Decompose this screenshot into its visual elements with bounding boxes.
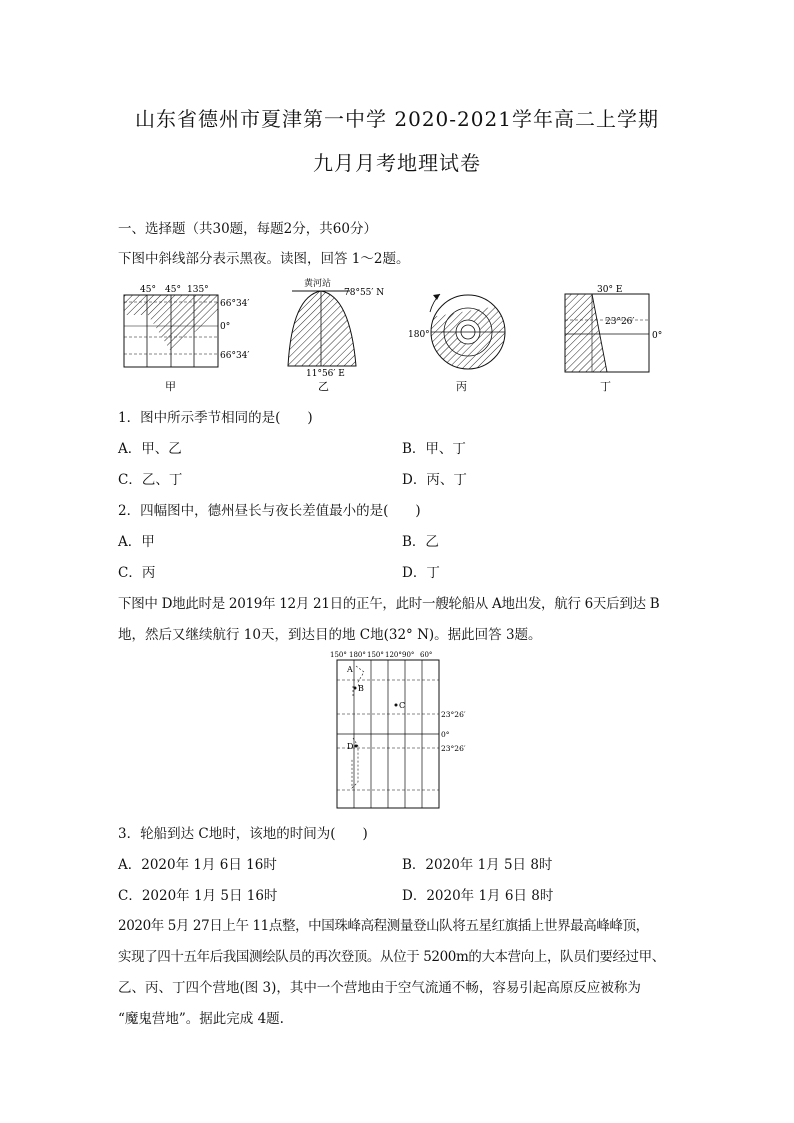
- map-point-a: A: [347, 665, 353, 674]
- figure-map-q3: [322, 650, 472, 814]
- q1-option-b[interactable]: B．甲、丁: [402, 441, 466, 457]
- figure-yi: [278, 276, 398, 392]
- passage-4-line-1: 2020年 5月 27日上午 11点整，中国珠峰高程测量登山队将五星红旗插上世界最高峰峰顶，: [118, 918, 649, 934]
- title-line-2: 九月月考地理试卷: [313, 151, 481, 175]
- map-lon-label: 150°: [330, 651, 347, 659]
- bing-caption: 丙: [456, 380, 467, 392]
- q2-stem: 2．四幅图中，德州昼长与夜长差值最小的是( ): [118, 503, 421, 519]
- q1-stem: 1．图中所示季节相同的是( ): [118, 410, 313, 426]
- yi-station: 黄河站: [304, 279, 332, 289]
- q1-option-a[interactable]: A．甲、乙: [118, 441, 182, 457]
- yi-lon: 11°56′ E: [306, 369, 345, 379]
- passage-4-line-2: 实现了四十五年后我国测绘队员的再次登顶。从位于 5200m的大本营向上，队员们要经过甲、: [118, 949, 665, 965]
- figure-jia: [110, 282, 260, 392]
- q2-option-d[interactable]: D．丁: [402, 565, 440, 581]
- map-lon-label: 150°: [367, 651, 384, 659]
- section-heading: 一、选择题（共30题，每题2分，共60分）: [118, 221, 377, 237]
- jia-lon-3: 135°: [187, 285, 209, 295]
- bing-lon: 180°: [408, 330, 430, 340]
- map-lat-n: 23°26′: [441, 710, 466, 719]
- q1-option-d[interactable]: D．丙、丁: [402, 472, 467, 488]
- map-point-b: B: [358, 684, 364, 693]
- passage-3-line-1: 下图中 D地此时是 2019年 12月 21日的正午，此时一艘轮船从 A地出发，航行 6天后到达 B: [118, 596, 660, 612]
- yi-caption: 乙: [318, 380, 329, 392]
- map-lat-s: 23°26′: [441, 744, 466, 753]
- yi-lat: 78°55′ N: [344, 288, 385, 298]
- q3-option-b[interactable]: B．2020年 1月 5日 8时: [402, 857, 553, 873]
- jia-lat-top: 66°34′: [220, 299, 250, 309]
- figure-ding: [555, 282, 675, 392]
- passage-4-line-4: “魔鬼营地”。据此完成 4题.: [118, 1011, 284, 1027]
- q3-option-c[interactable]: C．2020年 1月 5日 16时: [118, 888, 278, 904]
- ding-eq: 0°: [652, 331, 663, 341]
- map-lon-labels: [330, 651, 432, 659]
- figure-bing: [400, 282, 520, 392]
- map-lon-label: 60°: [420, 651, 433, 659]
- passage-4-line-3: 乙、丙、丁四个营地(图 3)，其中一个营地由于空气流通不畅，容易引起高原反应被称为: [118, 980, 641, 996]
- jia-lat-eq: 0°: [220, 322, 231, 332]
- q3-stem: 3．轮船到达 C地时，该地的时间为( ): [118, 826, 368, 842]
- passage-3-line-2: 地，然后又继续航行 10天，到达目的地 C地(32° N)。据此回答 3题。: [118, 627, 542, 643]
- ding-lat: 23°26′: [605, 317, 635, 327]
- ding-caption: 丁: [600, 380, 611, 392]
- map-lat-eq: 0°: [441, 730, 450, 739]
- jia-caption: 甲: [165, 380, 176, 392]
- q2-option-a[interactable]: A．甲: [118, 534, 155, 550]
- jia-lat-bottom: 66°34′: [220, 351, 250, 361]
- ding-lon: 30° E: [597, 285, 623, 295]
- q2-option-c[interactable]: C．丙: [118, 565, 156, 581]
- map-lon-label: 90°: [402, 651, 415, 659]
- question-intro-1-2: 下图中斜线部分表示黑夜。读图，回答 1～2题。: [118, 251, 410, 267]
- map-point-d: D: [347, 742, 354, 751]
- map-lon-label: 180°: [349, 651, 366, 659]
- map-lon-label: 120°: [385, 651, 402, 659]
- q3-option-a[interactable]: A．2020年 1月 6日 16时: [118, 857, 277, 873]
- map-point-c: C: [399, 701, 406, 710]
- q3-option-d[interactable]: D．2020年 1月 6日 8时: [402, 888, 554, 904]
- title-line-1: 山东省德州市夏津第一中学 2020-2021学年高二上学期: [135, 107, 659, 131]
- q2-option-b[interactable]: B．乙: [402, 534, 439, 550]
- q1-option-c[interactable]: C．乙、丁: [118, 472, 183, 488]
- jia-lon-2: 45°: [165, 285, 181, 295]
- jia-lon-1: 45°: [140, 285, 156, 295]
